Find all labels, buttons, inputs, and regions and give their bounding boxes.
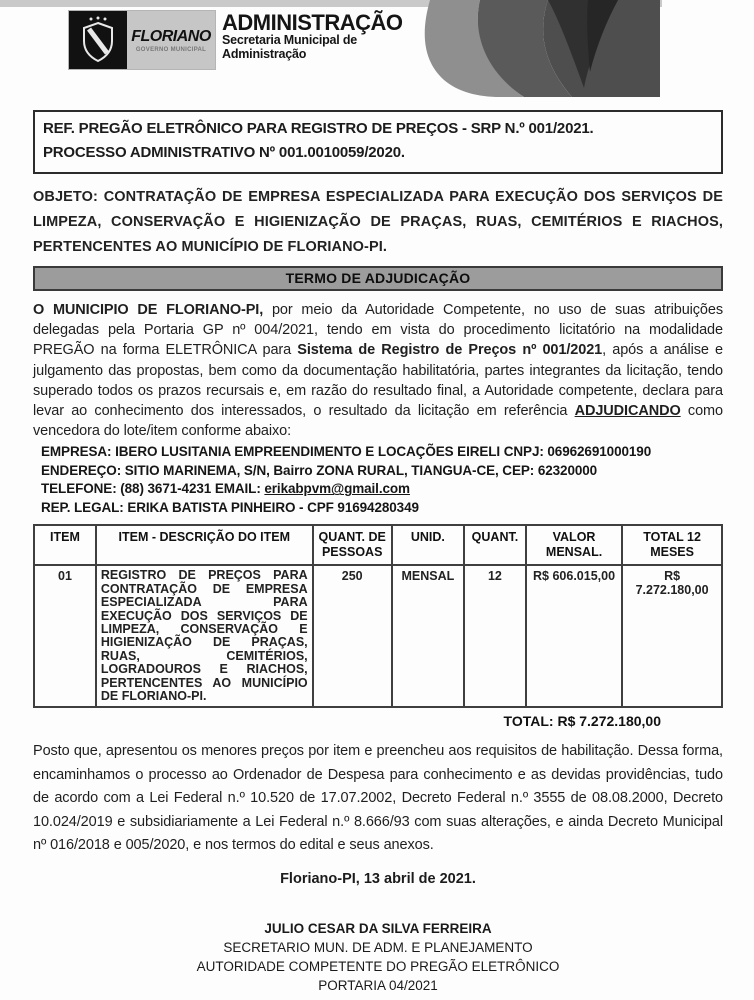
company-legal-rep-line: REP. LEGAL: ERIKA BATISTA PINHEIRO - CPF 91694280349 (41, 499, 419, 515)
cell-valor-mensal: R$ 606.015,00 (526, 565, 622, 707)
table-header-row (34, 525, 722, 565)
p1-bold-adjudicando: ADJUDICANDO (574, 403, 681, 420)
date-line: Floriano-PI, 13 abril de 2021. (280, 870, 476, 887)
signatory-name: JULIO CESAR DA SILVA FERREIRA (264, 920, 492, 936)
winner-company-block (33, 443, 723, 517)
corner-swoosh-graphic (420, 0, 660, 99)
document-header (68, 10, 403, 70)
cell-unid: MENSAL (392, 565, 464, 707)
document-body (33, 100, 723, 995)
reference-box (33, 110, 723, 174)
col-header-item: ITEM (34, 525, 96, 565)
company-phone: TELEFONE: (88) 3671-4231 EMAIL: (41, 481, 265, 497)
signature-block (33, 919, 723, 995)
cell-quant: 12 (464, 565, 526, 707)
cell-item: 01 (34, 565, 96, 707)
ref-line-1: REF. PREGÃO ELETRÔNICO PARA REGISTRO DE PREÇOS - SRP N.º 001/2021. (43, 120, 594, 137)
logo-city-name: FLORIANO (131, 27, 211, 45)
city-logo (68, 10, 216, 70)
company-contact-line (41, 480, 723, 499)
department-block (222, 10, 403, 61)
company-address-line: ENDEREÇO: SITIO MARINEMA, S/N, Bairro ZONA RURAL, TIANGUA-CE, CEP: 62320000 (41, 462, 598, 478)
logo-city-subtitle: GOVERNO MUNICIPAL (135, 46, 207, 53)
closing-paragraph: Posto que, apresentou os menores preços por item e preencheu aos requisitos de habilitação. Dessa forma, encaminhamos o processo ao Ordenador de Despesa para conhecimento e as devidas providências, tudo de acordo com a Lei Federal n.º 10.520 de 17.07.2002, Decreto Federal n.º 3555 de 08.08.2000, Decreto 10.024/2019 e subsidiariamente a Lei Federal n.º 8.666/93 com suas alterações, e ainda Decreto Municipal nº 016/2018 e 005/2020, e nos termos do edital e seus anexos. (33, 743, 723, 854)
cell-total-12-meses: R$ 7.272.180,00 (622, 565, 722, 707)
col-header-total-12-meses: TOTAL 12 MESES (622, 525, 722, 565)
col-header-valor-mensal: VALOR MENSAL. (526, 525, 622, 565)
col-header-quant-pessoas: QUANT. DE PESSOAS (313, 525, 392, 565)
adjudication-paragraph (33, 300, 723, 441)
p1-bold-srp: Sistema de Registro de Preços nº 001/2021 (297, 342, 603, 359)
cell-descricao: REGISTRO DE PREÇOS PARA CONTRATAÇÃO DE EMPRESA ESPECIALIZADA PARA EXECUÇÃO DOS SERVIÇOS DE LIMPEZA, CONSERVAÇÃO E HIGIENIZAÇÃO DE PRAÇAS, RUAS, CEMITÉRIOS, LOGRADOUROS E RIACHOS, PERTENCENTES AO MUNICÍPIO DE FLORIANO-PI. (96, 565, 313, 707)
objeto-paragraph: OBJETO: CONTRATAÇÃO DE EMPRESA ESPECIALIZADA PARA EXECUÇÃO DOS SERVIÇOS DE LIMPEZA, CONSERVAÇÃO E HIGIENIZAÇÃO DE PRAÇAS, RUAS, CEMITÉRIOS E RIACHOS, PERTENCENTES AO MUNICÍPIO DE FLORIANO-PI. (33, 189, 723, 255)
ref-line-2: PROCESSO ADMINISTRATIVO Nº 001.0010059/2020. (43, 144, 405, 161)
signatory-role-3: PORTARIA 04/2021 (318, 977, 438, 993)
p1-text-2: , após a análise e julgamento das propostas, bem como da documentação habilitatória, partes integrantes da licitação, tendo superado todos os prazos recursais e, em razão do resultado final, a Autoridade competente, declara para levar ao conhecimento dos interessados, o resultado da licitação em referência (33, 342, 723, 420)
p1-text-3: como vencedora do lote/item conforme abaixo: (33, 403, 723, 440)
items-table (33, 524, 723, 708)
table-row (34, 565, 722, 707)
col-header-unid: UNID. (392, 525, 464, 565)
termo-banner: TERMO DE ADJUDICAÇÃO (33, 266, 723, 291)
department-subtitle-line2: Administração (222, 46, 307, 61)
total-line: TOTAL: R$ 7.272.180,00 (503, 713, 661, 730)
p1-text-1: por meio da Autoridade Competente, no uso de suas atribuições delegadas pela Portaria GP nº 004/2021, tendo em vista do procedimento licitatório na modalidade PREGÃO na forma ELETRÔNICA para (33, 302, 724, 359)
department-title: ADMINISTRAÇÃO (222, 10, 403, 35)
company-email-link[interactable]: erikabpvm@gmail.com (264, 481, 410, 497)
company-name-line: EMPRESA: IBERO LUSITANIA EMPREENDIMENTO E LOCAÇÕES EIRELI CNPJ: 06962691000190 (41, 444, 652, 460)
coat-of-arms-icon (69, 11, 127, 69)
department-subtitle-line1: Secretaria Municipal de (222, 33, 358, 47)
signatory-role-2: AUTORIDADE COMPETENTE DO PREGÃO ELETRÔNICO (196, 958, 560, 974)
logo-name-plate (127, 11, 215, 69)
col-header-descricao: ITEM - DESCRIÇÃO DO ITEM (96, 525, 313, 565)
cell-quant-pessoas: 250 (313, 565, 392, 707)
p1-bold-municipio: O MUNICIPIO DE FLORIANO-PI, (33, 302, 264, 318)
signatory-role-1: SECRETARIO MUN. DE ADM. E PLANEJAMENTO (223, 939, 533, 955)
col-header-quant: QUANT. (464, 525, 526, 565)
